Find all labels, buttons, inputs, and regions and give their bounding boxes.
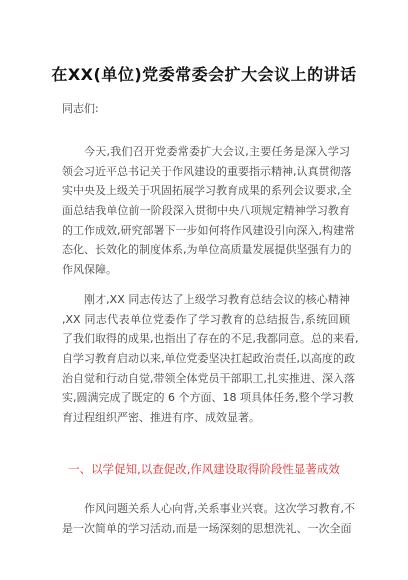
paragraph-line: 自学习教育启动以来,单位党委坚决扛起政治责任,以高度的政 xyxy=(62,352,355,366)
salutation: 同志们: xyxy=(62,102,99,115)
paragraph-line: 刚才,XX 同志传达了上级学习教育总结会议的核心精神 xyxy=(84,293,350,306)
paragraph-line: 实中央及上级关于巩固拓展学习教育成果的系列会议要求,全 xyxy=(62,184,352,198)
paragraph-line: 了我们取得的成果,也指出了存在的不足,我都同意。总的来看, xyxy=(62,332,359,346)
paragraph-line: 是一次简单的学习活动,而是一场深刻的思想洗礼、一次全面 xyxy=(62,521,352,535)
paragraph-line: 态化、长效化的制度体系,为单位高质量发展提供坚强有力的 xyxy=(62,243,352,257)
paragraph-line: 面总结我单位前一阶段深入贯彻中央八项规定精神学习教育 xyxy=(62,204,350,218)
paragraph-3 xyxy=(62,499,355,538)
paragraph-line: 育过程组织严密、推进有序、成效显著。 xyxy=(62,411,260,425)
paragraph-line: 治自觉和行动自觉,带领全体党员干部职工,扎实推进、深入落 xyxy=(62,371,355,385)
paragraph-line: 今天,我们召开党委常委扩大会议,主要任务是深入学习 xyxy=(84,145,350,158)
paragraph-line: ,XX 同志代表单位党委作了学习教育的总结报告,系统回顾 xyxy=(62,312,350,326)
paragraph-line: 的工作成效,研究部署下一步如何将作风建设引向深入,构建常 xyxy=(62,223,355,237)
paragraph-1 xyxy=(62,142,355,280)
page-title: 在XX(单位)党委常委会扩大会议上的讲话 xyxy=(51,65,357,84)
paragraph-line: 领会习近平总书记关于作风建设的重要指示精神,认真贯彻落 xyxy=(62,164,352,178)
paragraph-line: 作风保障。 xyxy=(62,263,117,277)
paragraph-line: 作风问题关系人心向背,关系事业兴衰。这次学习教育,不 xyxy=(84,502,355,515)
section-heading-1: 一、以学促知,以查促改,作风建设取得阶段性显著成效 xyxy=(68,462,340,476)
paragraph-line: 实,圆满完成了既定的 6 个方面、18 项具体任务,整个学习教 xyxy=(62,391,354,405)
paragraph-2 xyxy=(62,290,359,428)
